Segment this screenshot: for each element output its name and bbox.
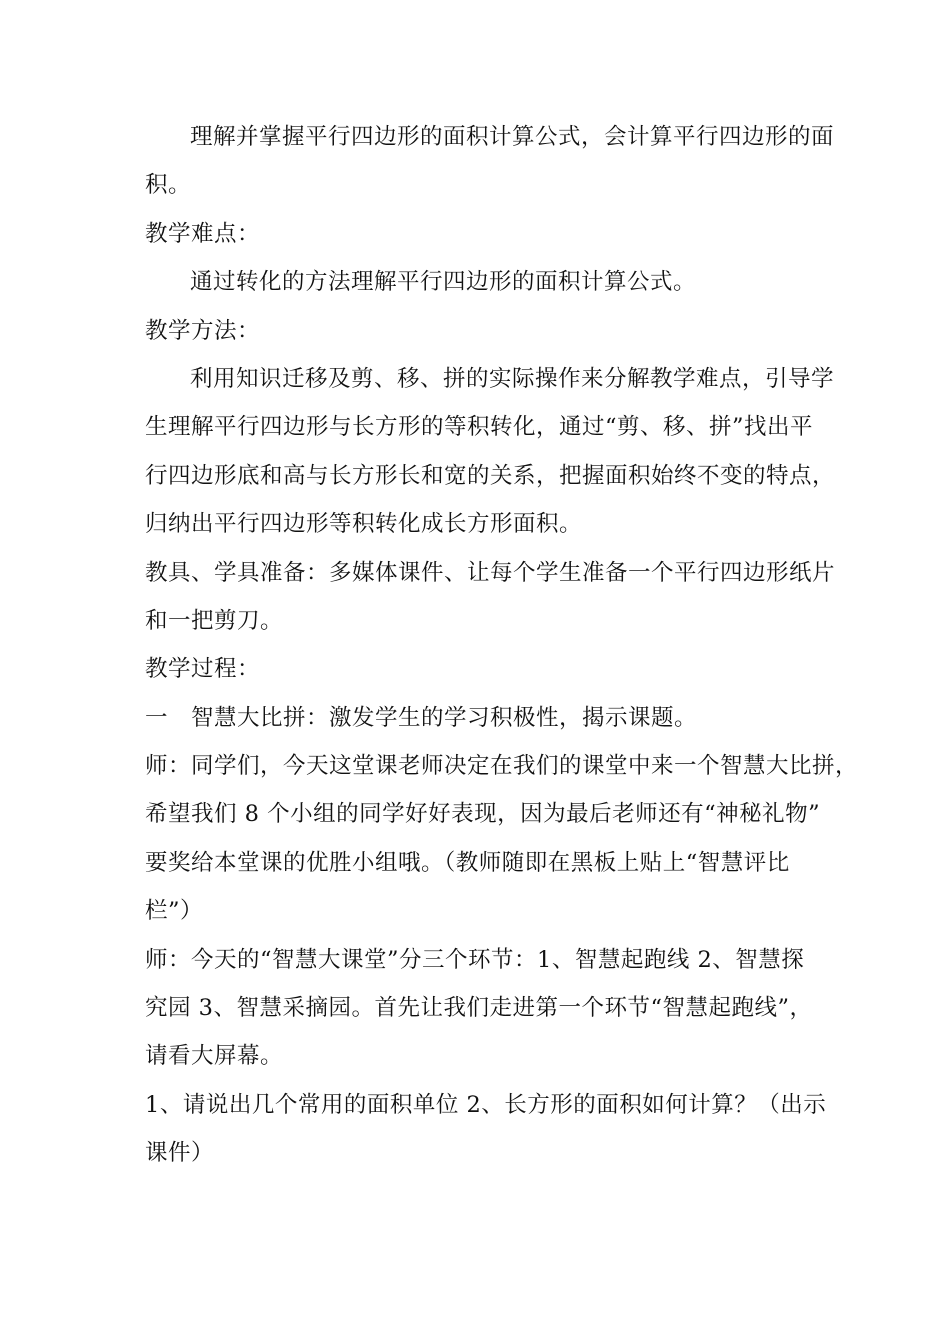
section-heading: 教学难点： <box>145 220 261 247</box>
section-heading: 教学方法： <box>145 317 261 344</box>
paragraph-line: 积。 <box>145 172 192 199</box>
paragraph-line: 一 智慧大比拼：激发学生的学习积极性，揭示课题。 <box>145 704 698 731</box>
paragraph-line: 1、请说出几个常用的面积单位 2、长方形的面积如何计算？（出示 <box>145 1091 827 1118</box>
paragraph-line: 课件） <box>145 1140 215 1167</box>
paragraph-line: 生理解平行四边形与长方形的等积转化，通过“剪、移、拼”找出平 <box>145 414 814 441</box>
paragraph-line: 行四边形底和高与长方形长和宽的关系，把握面积始终不变的特点， <box>145 462 836 489</box>
paragraph-line: 教具、学具准备：多媒体课件、让每个学生准备一个平行四边形纸片 <box>145 559 836 586</box>
paragraph-line: 利用知识迁移及剪、移、拼的实际操作来分解教学难点，引导学 <box>190 365 835 392</box>
paragraph-line: 究园 3、智慧采摘园。首先让我们走进第一个环节“智慧起跑线”， <box>145 995 813 1022</box>
paragraph-line: 理解并掌握平行四边形的面积计算公式，会计算平行四边形的面 <box>190 124 835 150</box>
paragraph-line: 通过转化的方法理解平行四边形的面积计算公式。 <box>190 269 697 296</box>
section-heading: 教学过程： <box>145 656 261 683</box>
paragraph-line: 请看大屏幕。 <box>145 1043 284 1070</box>
paragraph-line: 师：今天的“智慧大课堂”分三个环节：1、智慧起跑线 2、智慧探 <box>145 946 805 973</box>
paragraph-line: 归纳出平行四边形等积转化成长方形面积。 <box>145 511 583 538</box>
paragraph-line: 要奖给本堂课的优胜小组哦。（教师随即在黑板上贴上“智慧评比 <box>145 849 790 876</box>
paragraph-line: 和一把剪刀。 <box>145 607 284 634</box>
paragraph-line: 希望我们 8 个小组的同学好好表现，因为最后老师还有“神秘礼物” <box>145 801 821 828</box>
document-body <box>145 113 859 1178</box>
paragraph-line: 栏”） <box>145 898 204 925</box>
paragraph-line: 师：同学们，今天这堂课老师决定在我们的课堂中来一个智慧大比拼， <box>145 753 859 780</box>
